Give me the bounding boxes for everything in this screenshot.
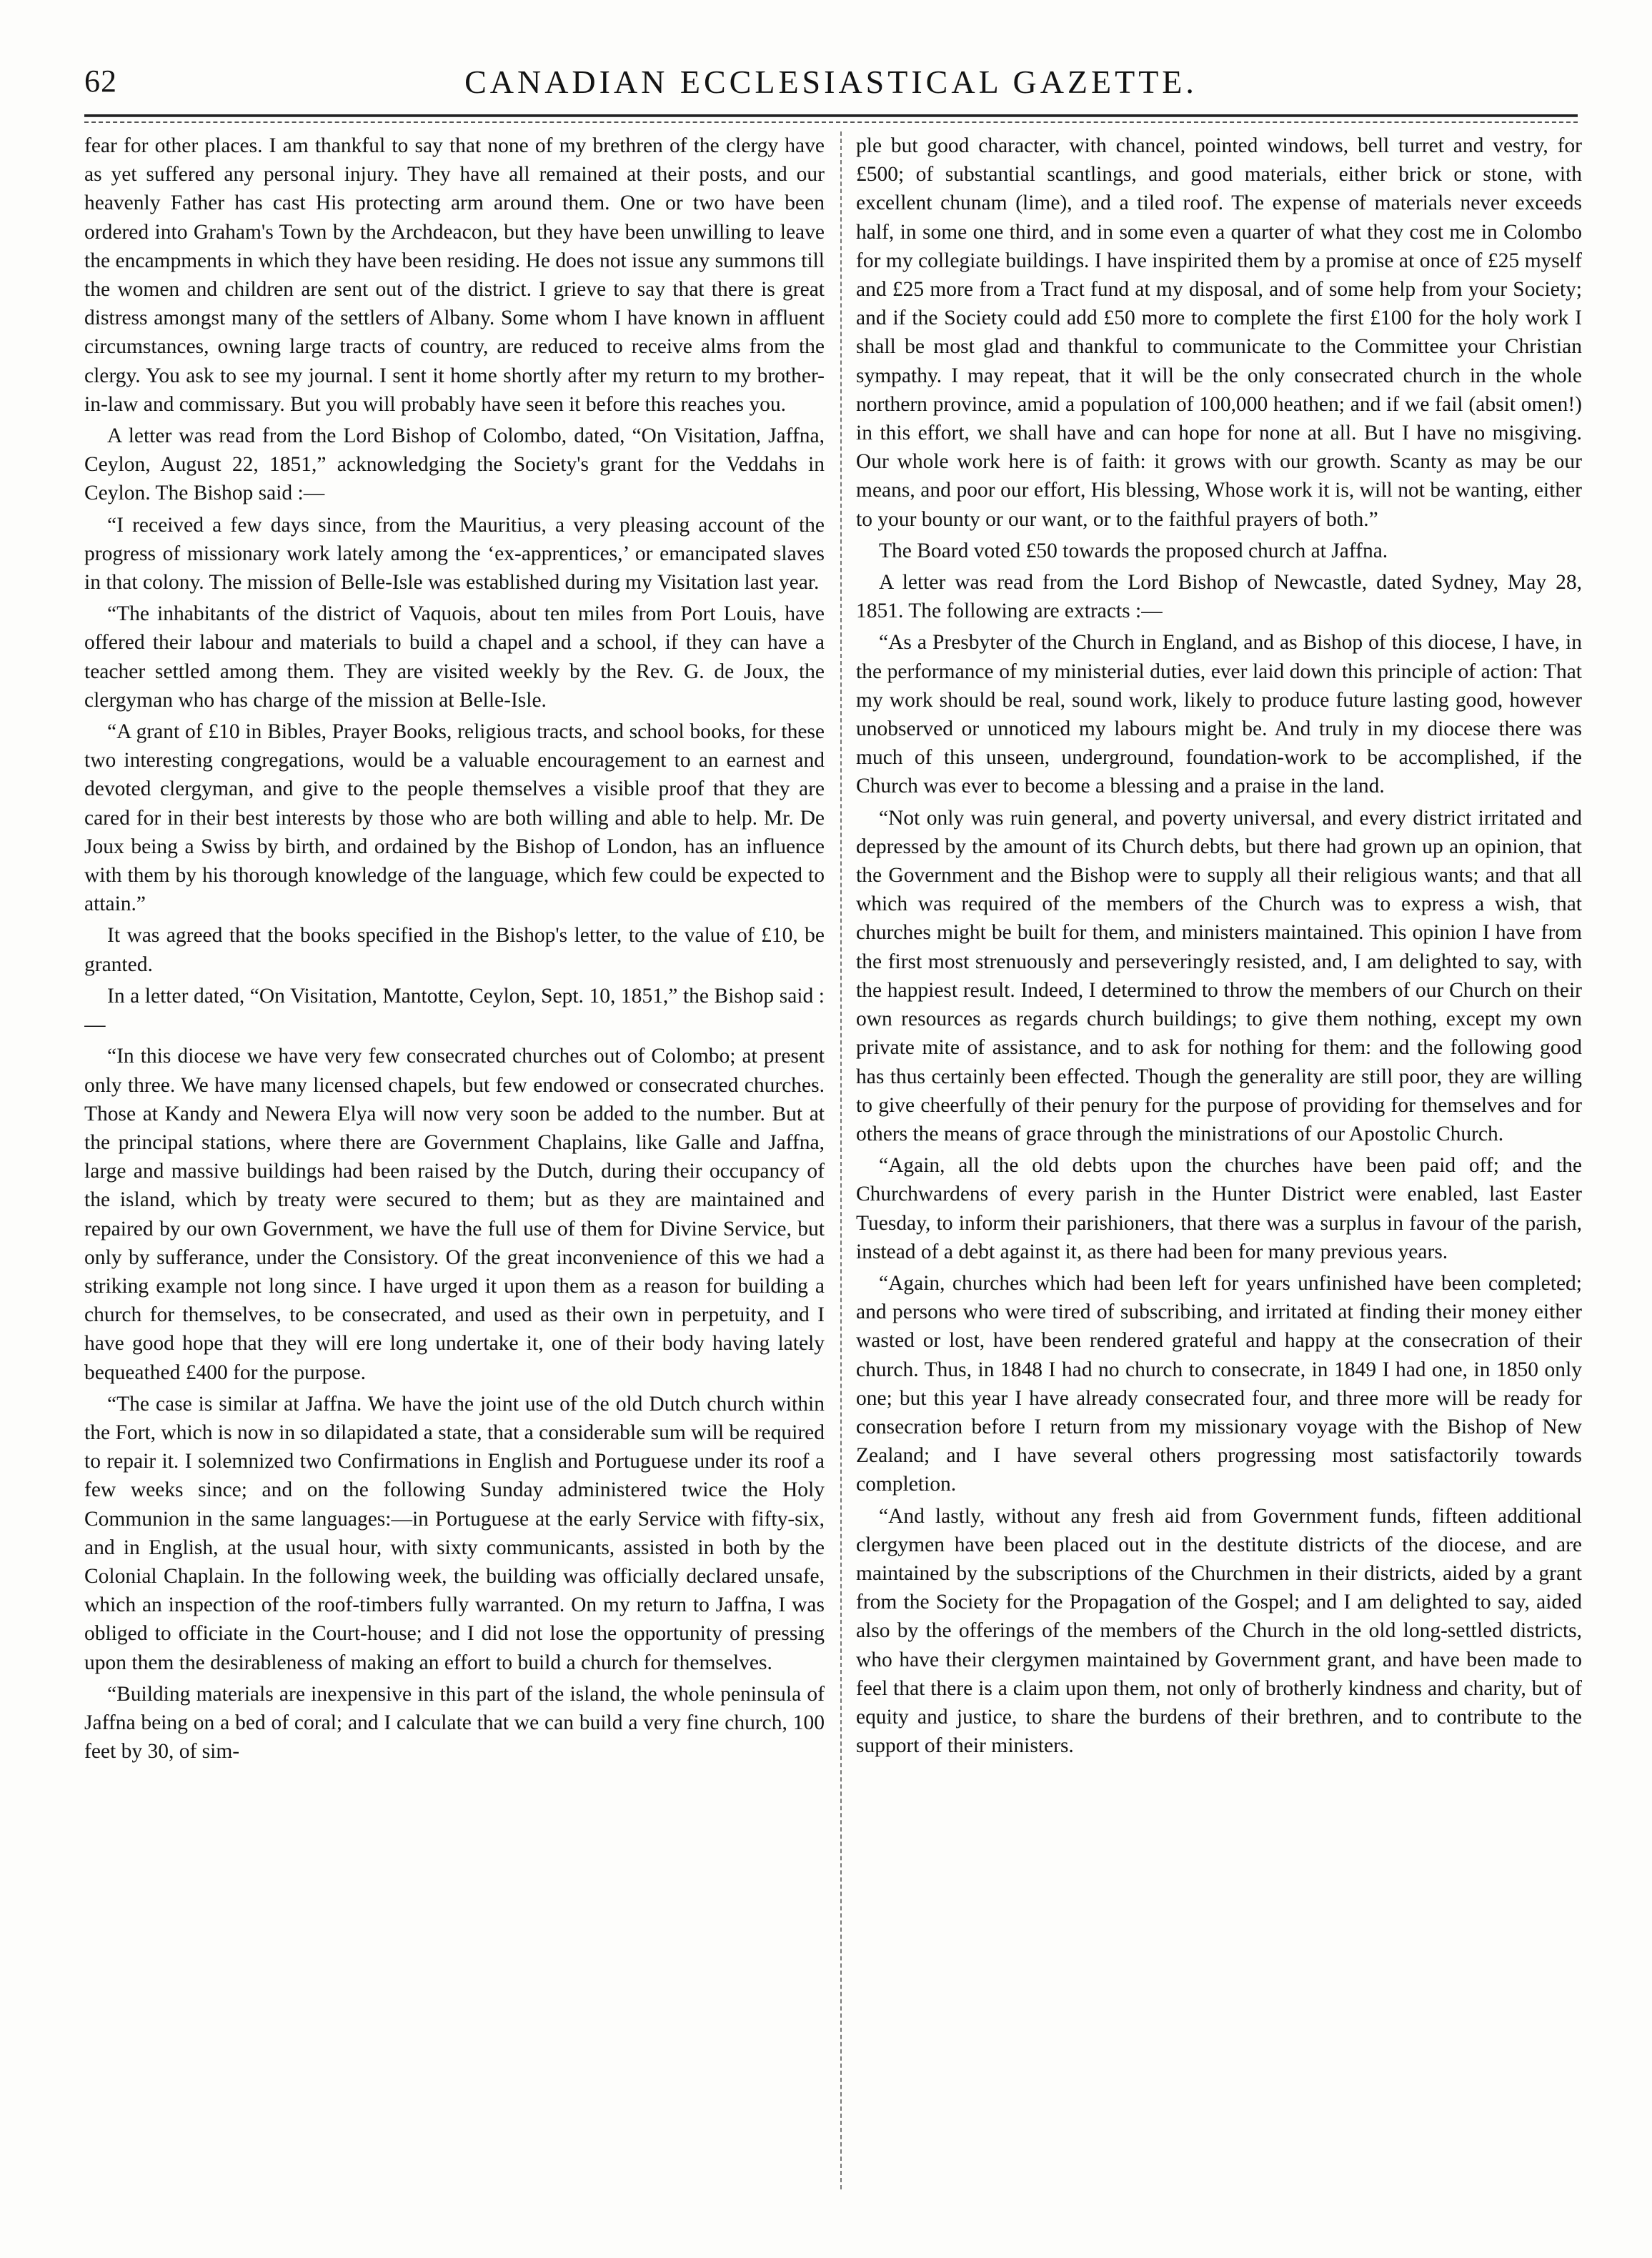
paragraph: “Again, churches which had been left for years unfinished have been completed; and persons who were tired of subscribing, and irritated at finding their money either wasted or lost, have been rendered grateful and happy at the consecration of their church. Thus, in 1848 I had no church to consecrate, in 1849 I had one, in 1850 only one; but this year I have already consecrated four, and three more will be ready for consecration before I return from my missionary voyage with the Bishop of New Zealand; and I have several others progressing most satisfactorily towards completion.	[856, 1271, 1582, 1496]
left-column	[84, 131, 825, 2218]
paragraph: The Board voted £50 towards the proposed church at Jaffna.	[879, 539, 1388, 562]
paragraph: “The inhabitants of the district of Vaquois, about ten miles from Port Louis, have offered their labour and materials to build a chapel and a school, if they can have a teacher settled among them. They are visited weekly by the Rev. G. de Joux, the clergyman who has charge of the mission at Belle-Isle.	[84, 602, 825, 712]
paragraph: In a letter dated, “On Visitation, Mantotte, Ceylon, Sept. 10, 1851,” the Bishop said :—	[84, 984, 825, 1037]
paragraph: It was agreed that the books specified in the Bishop's letter, to the value of £10, be granted.	[84, 924, 825, 976]
paragraph: ple but good character, with chancel, pointed windows, bell turret and vestry, for £500; of substantial scantlings, and good materials, either brick or stone, with excellent chunam (lime), and a tiled roof. The expense of materials never exceeds half, in some one third, and in some even a quarter of what they cost me in Colombo for my collegiate buildings. I have inspirited them by a promise at once of £25 myself and £25 more from a Tract fund at my disposal, and of some help from your Society; and if the Society could add £50 more to complete the first £100 for the holy work I shall be most glad and thankful to communicate to the Committee your Christian sympathy. I may repeat, that it will be the only consecrated church in the whole northern province, amid a population of 100,000 heathen; and if we fail (absit omen!) in this effort, we shall have and can hope for none at all. But I have no misgiving. Our whole work here is of faith: it grows with our growth. Scanty as may be our means, and poor our effort, His blessing, Whose work it is, will not be wanting, either to your bounty or our want, or to the faithful prayers of both.”	[856, 134, 1582, 531]
paragraph: “In this diocese we have very few consecrated churches out of Colombo; at present only three. We have many licensed chapels, but few endowed or consecrated churches. Those at Kandy and Newera Elya will now very soon be added to the number. But at the principal stations, where there are Government Chaplains, like Galle and Jaffna, large and massive buildings had been raised by the Dutch, during their occupancy of the island, which by treaty were secured to them; but as they are maintained and repaired by our own Government, we have the full use of them for Divine Service, but only by sufferance, under the Consistory. Of the great inconvenience of this we had a striking example not long since. I have urged it upon them as a reason for building a church for themselves, to be consecrated, and used as their own in perpetuity, and I have good hope that they will ere long undertake it, one of their body having lately bequeathed £400 for the purpose.	[84, 1045, 825, 1384]
paragraph: “I received a few days since, from the Mauritius, a very pleasing account of the progress of missionary work lately among the ‘ex-apprentices,’ or emancipated slaves in that colony. The mission of Belle-Isle was established during my Visitation last year.	[84, 513, 825, 595]
column-divider	[840, 131, 842, 2189]
paragraph: “Building materials are inexpensive in this part of the island, the whole peninsula of Jaffna being on a bed of coral; and I calculate that we can build a very fine church, 100 feet by 30, of sim-	[84, 1682, 825, 1764]
paragraph: A letter was read from the Lord Bishop of Colombo, dated, “On Visitation, Jaffna, Ceylon, August 22, 1851,” acknowledging the Society's grant for the Veddahs in Ceylon. The Bishop said :—	[84, 424, 825, 505]
paragraph: “Not only was ruin general, and poverty universal, and every district irritated and depressed by the amount of its Church debts, but there had grown up an opinion, that the Government and the Bishop were to supply all their religious wants; and that all which was required of the members of the Church was to express a wish, that churches might be built for them, and ministers maintained. This opinion I have from the first most strenuously and perseveringly resisted, and, I am delighted to say, with the happiest result. Indeed, I determined to throw the members of our Church on their own resources as regards church buildings; to give them nothing, except my own private mite of assistance, and to ask for nothing for them: and the following good has thus certainly been effected. Though the generality are still poor, they are willing to give cheerfully of their penury for the purpose of providing for themselves and for others the means of grace through the ministrations of our Apostolic Church.	[856, 806, 1582, 1145]
paragraph: “The case is similar at Jaffna. We have the joint use of the old Dutch church within the Fort, which is now in so dilapidated a state, that a considerable sum will be required to repair it. I solemnized two Confirmations in English and Portuguese under its roof a few weeks since; and on the following Sunday administered twice the Holy Communion in the same languages:—in Portuguese at the early Service with fifty-six, and in English, at the usual hour, with sixty communicants, assisted in both by the Colonial Chaplain. In the following week, the building was officially declared unsafe, which an inspection of the roof-timbers fully warranted. On my return to Jaffna, I was obliged to officiate in the Court-house; and I did not lose the opportunity of pressing upon them the desirableness of making an effort to build a church for themselves.	[84, 1392, 825, 1674]
page-number: 62	[84, 64, 117, 99]
header-rule	[84, 114, 1578, 117]
running-title: CANADIAN ECCLESIASTICAL GAZETTE.	[464, 64, 1198, 100]
page-header	[84, 63, 1578, 113]
paragraph: A letter was read from the Lord Bishop of Newcastle, dated Sydney, May 28, 1851. The following are extracts :—	[856, 571, 1582, 623]
paragraph: fear for other places. I am thankful to say that none of my brethren of the clergy have as yet suffered any personal injury. They have all remained at their posts, and our heavenly Father has cast His protecting arm around them. One or two have been ordered into Graham's Town by the Archdeacon, but they have been unwilling to leave the encampments in which they have been residing. He does not issue any summons till the women and children are sent out of the district. I grieve to say that there is great distress amongst many of the settlers of Albany. Some whom I have known in affluent circumstances, owning large tracts of country, are reduced to receive alms from the clergy. You ask to see my journal. I sent it home shortly after my return to my brother-in-law and commissary. But you will probably have seen it before this reaches you.	[84, 134, 825, 416]
paragraph: “A grant of £10 in Bibles, Prayer Books, religious tracts, and school books, for these two interesting congregations, would be a valuable encouragement to an earnest and devoted clergyman, and give to the people themselves a visible proof that they are cared for in their best interests by those who are both willing and able to help. Mr. De Joux being a Swiss by birth, and ordained by the Bishop of London, has an influence with them by his thorough knowledge of the language, which few could be expected to attain.”	[84, 720, 825, 916]
paragraph: “Again, all the old debts upon the churches have been paid off; and the Churchwardens of every parish in the Hunter District were enabled, last Easter Tuesday, to inform their parishioners, that there was a surplus in favour of the parish, instead of a debt against it, as there had been for many previous years.	[856, 1154, 1582, 1263]
paragraph: “As a Presbyter of the Church in England, and as Bishop of this diocese, I have, in the performance of my ministerial duties, ever laid down this principle of action: That my work should be real, sound work, likely to produce future lasting good, however unobserved or unnoticed my labours might be. And truly in my diocese there was much of this unseen, underground, foundation-work to be accomplished, if the Church was ever to become a blessing and a praise in the land.	[856, 631, 1582, 798]
right-column	[856, 131, 1582, 2218]
paragraph: “And lastly, without any fresh aid from Government funds, fifteen additional clergymen have been placed out in the destitute districts of the diocese, and are maintained by the subscriptions of the Churchmen in their districts, aided by a grant from the Society for the Propagation of the Gospel; and I am delighted to say, aided also by the offerings of the members of the Church in the old long-settled districts, who have their clergymen maintained by Government grant, and have been made to feel that there is a claim upon them, not only of brotherly kindness and charity, but of equity and justice, to share the burdens of their brethren, and to contribute to the support of their ministers.	[856, 1504, 1582, 1758]
header-rule-dashed	[84, 121, 1578, 123]
